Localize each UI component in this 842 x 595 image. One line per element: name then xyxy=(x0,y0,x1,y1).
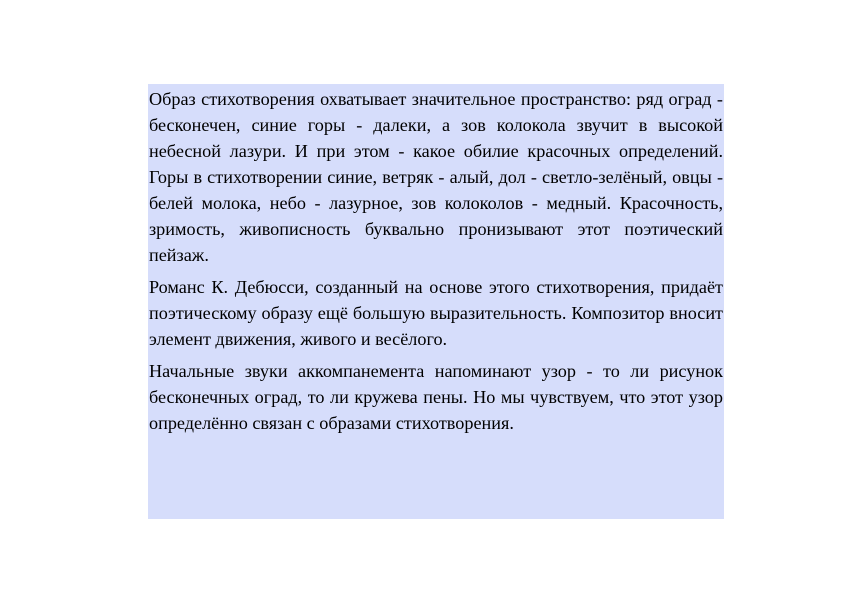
text-block xyxy=(148,84,724,519)
paragraph-accompaniment: Начальные звуки аккомпанемента напоминают узор - то ли рисунок бесконечных оград, то ли кружева пены. Но мы чувствуем, что этот узор определённо связан с образами стихотворения. xyxy=(149,361,723,433)
paragraph-debussy-romance: Романс К. Дебюсси, созданный на основе этого стихотворения, придаёт поэтическому образу ещё большую выразительность. Композитор вносит элемент движения, живого и весёлого. xyxy=(149,277,723,349)
paragraph-image-description: Образ стихотворения охватывает значительное пространство: ряд оград - бесконечен, синие горы - далеки, а зов колокола звучит в высокой небесной лазури. И при этом - какое обилие красочных определений. Горы в стихотворении синие, ветряк - алый, дол - светло-зелёный, овцы - белей молока, небо - лазурное, зов колоколов - медный. Красочность, зримость, живописность буквально пронизывают этот поэтический пейзаж. xyxy=(149,89,723,265)
